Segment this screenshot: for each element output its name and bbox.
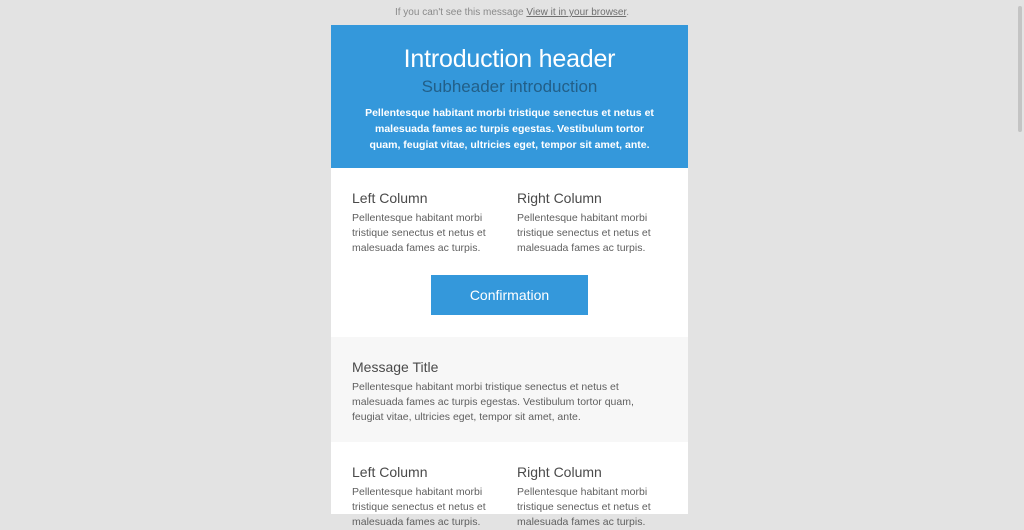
notice-period: .	[626, 7, 630, 18]
scrollbar-thumb[interactable]	[1018, 6, 1022, 132]
view-in-browser-link[interactable]: View it in your browser	[526, 7, 627, 18]
cta-section	[331, 251, 688, 337]
left-column	[352, 190, 502, 256]
hero-body: Pellentesque habitant morbi tristique senectus et netus et malesuada fames ac turpis egestas. Vestibulum tortor quam, feugiat vitae, ultricies eget, tempor sit amet, ante.	[365, 107, 654, 151]
hero-subtitle: Subheader introduction	[421, 77, 598, 96]
left-column-bottom-title: Left Column	[352, 464, 428, 480]
message-section	[331, 337, 688, 442]
hero-title: Introduction header	[403, 45, 616, 73]
left-column-body: Pellentesque habitant morbi tristique senectus et netus et malesuada fames ac turpis.	[352, 212, 486, 254]
hero-section	[331, 25, 688, 168]
left-column-title: Left Column	[352, 190, 428, 206]
right-column-bottom-body: Pellentesque habitant morbi tristique senectus et netus et malesuada fames ac turpis.	[517, 486, 651, 528]
two-column-section-bottom	[331, 442, 688, 528]
message-title: Message Title	[352, 359, 439, 375]
right-column	[517, 190, 667, 256]
notice-text: If you can't see this message	[394, 7, 524, 18]
right-column-bottom-title: Right Column	[517, 464, 602, 480]
right-column-bottom	[517, 464, 667, 530]
confirmation-button[interactable]: Confirmation	[431, 275, 588, 315]
email-container	[331, 25, 688, 528]
left-column-bottom-body: Pellentesque habitant morbi tristique senectus et netus et malesuada fames ac turpis.	[352, 486, 486, 528]
message-body: Pellentesque habitant morbi tristique senectus et netus et malesuada fames ac turpis egestas. Vestibulum tortor quam, feugiat vitae, ultricies eget, tempor sit amet, ante.	[352, 381, 634, 423]
browser-view-notice	[0, 0, 1024, 25]
right-column-body: Pellentesque habitant morbi tristique senectus et netus et malesuada fames ac turpis.	[517, 212, 651, 254]
left-column-bottom	[352, 464, 502, 530]
right-column-title: Right Column	[517, 190, 602, 206]
page-scrollbar[interactable]	[1017, 0, 1023, 514]
two-column-section	[331, 168, 688, 254]
